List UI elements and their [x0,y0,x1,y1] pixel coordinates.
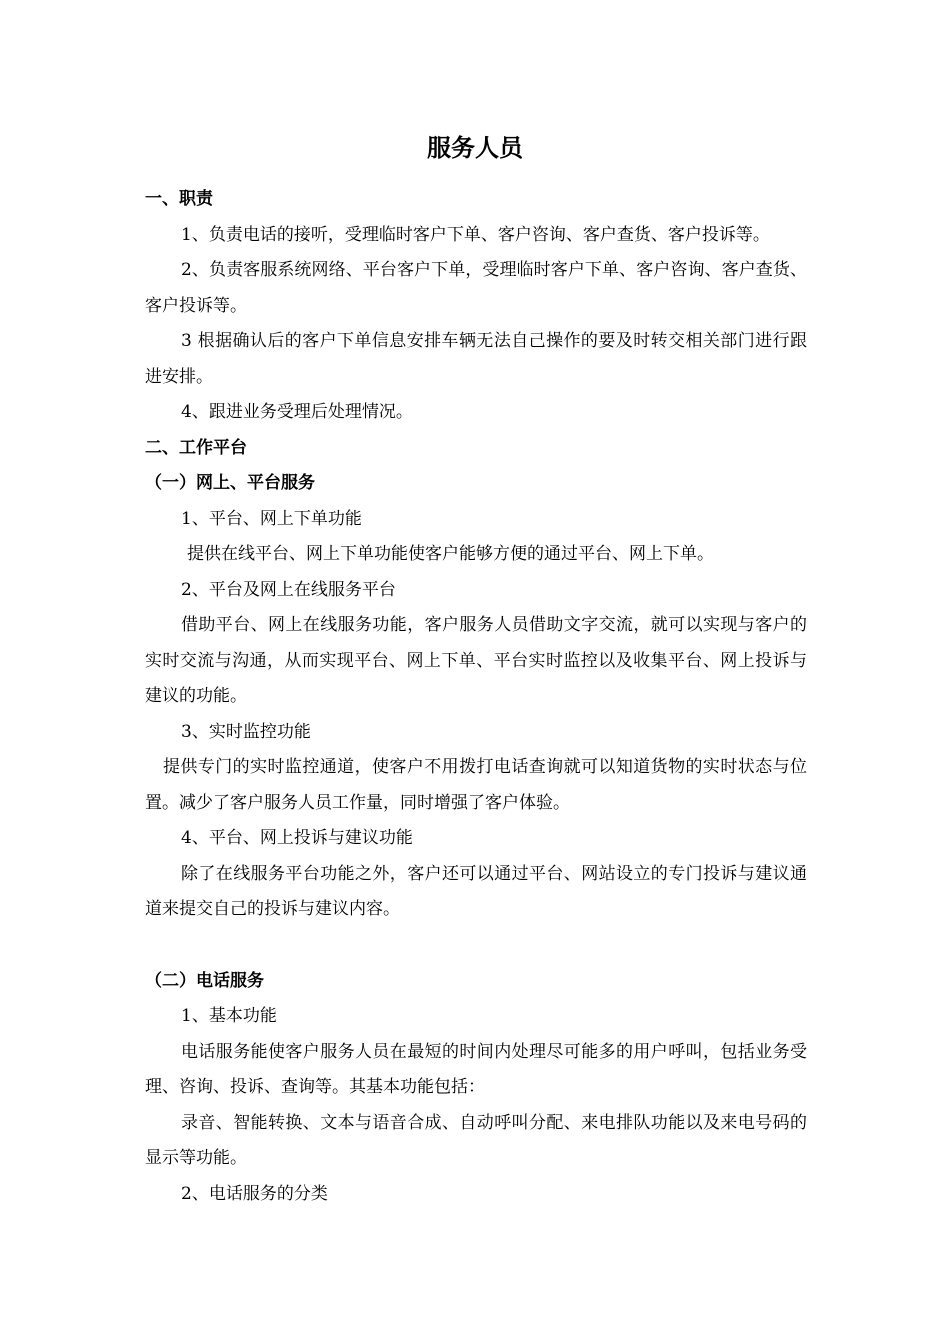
phone-item-1-text: 电话服务能使客户服务人员在最短的时间内处理尽可能多的用户呼叫，包括业务受理、咨询、投诉、查询等。其基本功能包括： [145,1041,807,1097]
online-item-1-text: 提供在线平台、网上下单功能使客户能够方便的通过平台、网上下单。 [187,544,714,564]
phone-item-1-text-2: 录音、智能转换、文本与语音合成、自动呼叫分配、来电排队功能以及来电号码的显示等功能。 [145,1112,807,1168]
duty-item-4: 4、跟进业务受理后处理情况。 [181,402,413,422]
blank-line [145,928,807,964]
online-item-3-text: 提供专门的实时监控通道，使客户不用拨打电话查询就可以知道货物的实时状态与位置。减少了客户服务人员工作量，同时增强了客户体验。 [145,757,807,813]
online-item-3: 3、实时监控功能 [181,721,311,742]
duty-item-1: 1、负责电话的接听，受理临时客户下单、客户咨询、客户查货、客户投诉等。 [181,224,770,245]
document-body [145,182,807,1212]
page-title: 服务人员 [427,133,523,162]
online-item-4-text: 除了在线服务平台功能之外，客户还可以通过平台、网站设立的专门投诉与建议通道来提交自己的投诉与建议内容。 [145,863,807,919]
online-item-4: 4、平台、网上投诉与建议功能 [181,828,413,848]
phone-item-1: 1、基本功能 [181,1006,277,1026]
online-item-2-text: 借助平台、网上在线服务功能，客户服务人员借助文字交流，就可以实现与客户的实时交流与沟通，从而实现平台、网上下单、平台实时监控以及收集平台、网上投诉与建议的功能。 [145,615,807,706]
subsection-heading-online: （一）网上、平台服务 [145,473,315,493]
duty-item-2: 2、负责客服系统网络、平台客户下单，受理临时客户下单、客户咨询、客户查货、客户投诉等。 [145,260,807,316]
phone-item-2: 2、电话服务的分类 [181,1183,328,1204]
online-item-1: 1、平台、网上下单功能 [181,508,362,529]
subsection-heading-phone: （二）电话服务 [145,970,264,991]
duty-item-3: 3 根据确认后的客户下单信息安排车辆无法自己操作的要及时转交相关部门进行跟进安排。 [145,331,807,387]
section-heading-duties: 一、职责 [145,189,213,209]
section-heading-platform: 二、工作平台 [145,437,247,458]
online-item-2: 2、平台及网上在线服务平台 [181,579,396,600]
